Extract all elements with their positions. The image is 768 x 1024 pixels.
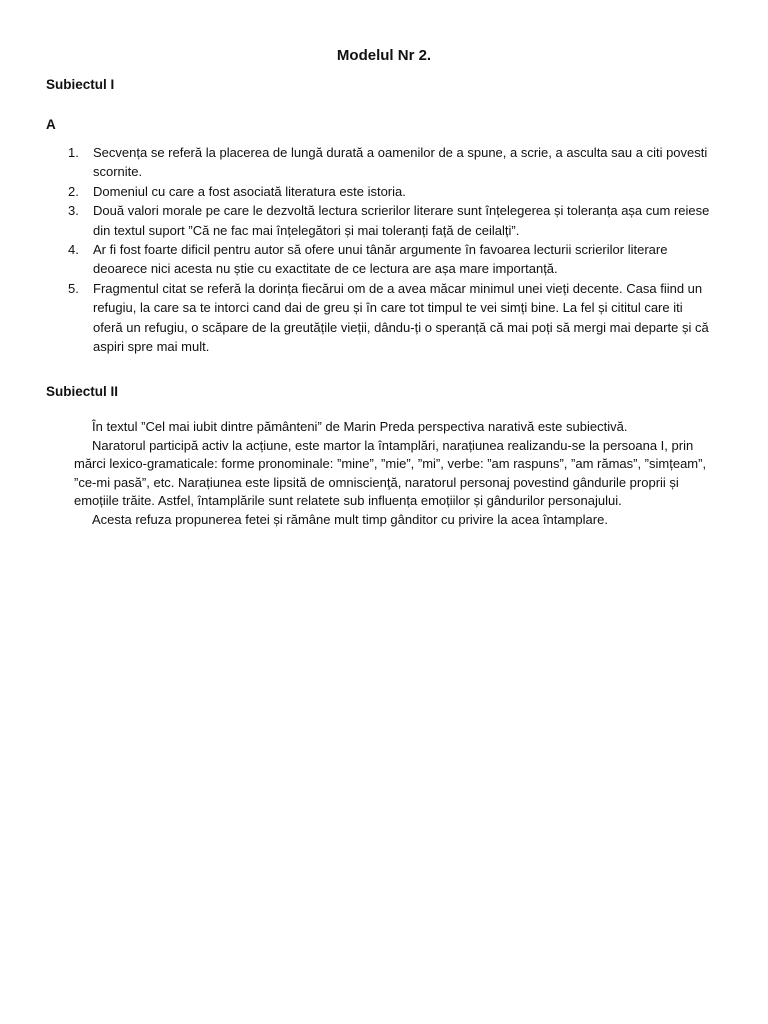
list-item-text: Domeniul cu care a fost asociată literatura este istoria. (93, 183, 406, 199)
essay-paragraph: Naratorul participă activ la acțiune, este martor la întamplări, narațiunea realizandu-se la persoana I, prin mărci lexico-gramaticale: forme pronominale: ”mine”, ”mie”, ”mi”, verbe: ”am raspuns”, ”am rămas”, ”simțeam”, ”ce-mi pasă”, etc. Narațiunea este lipsită de omniscienţă, naratorul personaj povestind gândurile proprii și emoțiile trăite. Astfel, întamplările sunt relatete sub influența emoțiilor și gândurilor personajului. (74, 437, 707, 508)
answers-list (46, 143, 712, 356)
section-heading-subiectul-2: Subiectul II (46, 384, 119, 399)
list-item-number: 1. (68, 145, 79, 160)
essay-paragraph: Acesta refuza propunerea fetei și rămâne mult timp gânditor cu privire la acea întamplare. (92, 511, 608, 527)
list-item-text: Două valori morale pe care le dezvoltă lectura scrierilor literare sunt înțelegerea și toleranța așa cum reiese din textul suport ”Că ne fac mai înțelegători și mai toleranți față de ceilalți”. (93, 203, 710, 238)
list-item (46, 182, 712, 201)
list-item-text: Ar fi fost foarte dificil pentru autor să ofere unui tânăr argumente în favoarea lecturii scrierilor literare deoarece nici acesta nu știe cu exactitate de ce lectura are așa mare importanță. (93, 242, 668, 277)
list-item-text: Secvența se referă la placerea de lungă durată a oamenilor de a spune, a scrie, a asculta sau a citi povesti scornite. (93, 145, 708, 180)
essay-body (74, 418, 722, 529)
list-item-number: 4. (68, 242, 79, 258)
list-item-number: 5. (68, 280, 79, 296)
list-item (46, 143, 712, 182)
essay-paragraph: În textul ”Cel mai iubit dintre pământeni” de Marin Preda perspectiva narativă este subiectivă. (92, 419, 628, 434)
list-item-number: 3. (68, 203, 79, 219)
list-item-text: Fragmentul citat se referă la dorința fiecărui om de a avea măcar minimul unei vieți decente. Casa fiind un refugiu, la care sa te intorci cand dai de greu și în care tot timpul te vei simți bine. La fel și cititul care iti oferă un refugiu, o scăpare de la greutățile vieții, dându-ți o speranță că mai poți să mergi mai departe și că aspiri spre mai mult. (93, 280, 709, 355)
section-heading-subiectul-1: Subiectul I (46, 77, 115, 92)
subsection-heading-a: A (46, 117, 56, 132)
document-title: Modelul Nr 2. (336, 47, 432, 64)
list-item-number: 2. (68, 183, 79, 199)
list-item (46, 279, 712, 357)
list-item (46, 240, 712, 279)
list-item (46, 201, 712, 240)
